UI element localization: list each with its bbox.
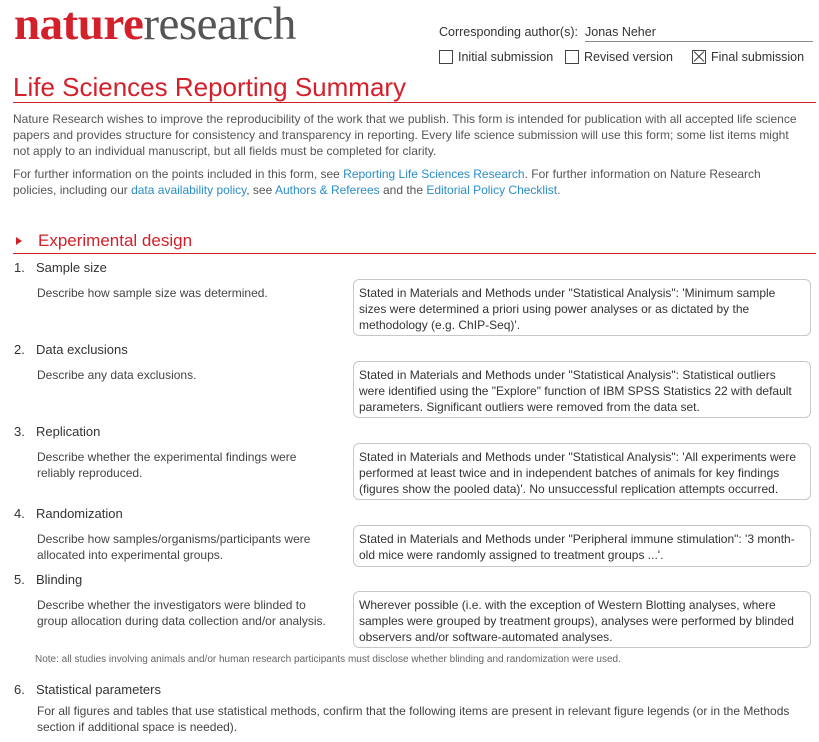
reporting-life-sciences-link[interactable]: Reporting Life Sciences Research <box>343 167 525 181</box>
data-availability-policy-link[interactable]: data availability policy <box>131 183 247 197</box>
answer-field-randomization[interactable]: Stated in Materials and Methods under "Peripheral immune stimulation": '3 month-old mice were randomly assigned to treatment groups ...'. <box>353 525 811 567</box>
section-divider <box>13 253 816 254</box>
revised-version-label: Revised version <box>584 50 673 64</box>
authors-referees-link[interactable]: Authors & Referees <box>274 183 380 197</box>
question-description: Describe any data exclusions. <box>37 368 197 382</box>
nature-research-logo: natureresearch <box>14 0 296 50</box>
page-title: Life Sciences Reporting Summary <box>13 72 407 102</box>
caret-right-icon <box>16 237 22 245</box>
corresponding-author <box>439 25 656 39</box>
question-heading-blinding: 5. Blinding <box>14 572 83 587</box>
answer-field-data-exclusions[interactable]: Stated in Materials and Methods under "Statistical Analysis": Statistical outliers were identified using the "Explore" function of IBM SPSS Statistics 22 with default parameters. Significant outliers were removed from the data set. <box>353 361 811 418</box>
statistical-parameters-description: For all figures and tables that use statistical methods, confirm that the following items are present in relevant figure legends (or in the Methods section if additional space is needed). <box>37 704 790 734</box>
question-heading-replication: 3. Replication <box>14 424 101 439</box>
question-heading-data-exclusions: 2. Data exclusions <box>14 342 128 357</box>
corresponding-author-label: Corresponding author(s): <box>439 25 578 39</box>
question-description: Describe whether the experimental findings were reliably reproduced. <box>37 450 297 480</box>
editorial-policy-checklist-link[interactable]: Editorial Policy Checklist <box>426 183 558 197</box>
question-heading-statistical-parameters: 6. Statistical parameters <box>14 682 161 697</box>
question-heading-randomization: 4. Randomization <box>14 506 123 521</box>
question-heading-sample-size: 1. Sample size <box>14 260 107 275</box>
further-info-paragraph: For further information on the points included in this form, see Reporting Life Sciences Research. For further information on Nature Research policies, including our data availability policy, see Authors & Referees and the Editorial Policy Checklist. <box>13 167 761 197</box>
intro-paragraph: Nature Research wishes to improve the reproducibility of the work that we publish. This form is intended for publication with all accepted life science papers and provides structure for consistency and transparency in reporting. Every life science submission will use this form; some list items might not apply to an individual manuscript, but all fields must be completed for clarity. <box>13 112 797 158</box>
question-description: Describe whether the investigators were blinded to group allocation during data collection and/or analysis. <box>37 598 326 628</box>
question-description: Describe how sample size was determined. <box>37 286 268 300</box>
checkbox-icon[interactable] <box>439 50 453 64</box>
title-divider <box>13 102 816 103</box>
revised-version-checkbox[interactable] <box>565 50 673 64</box>
initial-submission-checkbox[interactable] <box>439 50 553 64</box>
answer-field-sample-size[interactable]: Stated in Materials and Methods under "Statistical Analysis": 'Minimum sample sizes were determined a priori using power analyses or as dictated by the methodology (e.g. ChIP-Seq)'. <box>353 279 811 336</box>
checked-checkbox-icon[interactable] <box>692 50 706 64</box>
section-experimental-design[interactable] <box>14 231 192 251</box>
answer-field-blinding[interactable]: Wherever possible (i.e. with the exception of Western Blotting analyses, where samples were grouped by treatment groups), analyses were performed by blinded observers and/or software-automated analyses. <box>353 591 811 648</box>
initial-submission-label: Initial submission <box>458 50 554 64</box>
final-submission-checkbox[interactable] <box>692 50 804 64</box>
blinding-note: Note: all studies involving animals and/or human research participants must disclose whether blinding and randomization were used. <box>35 654 621 665</box>
section-title: Experimental design <box>38 231 193 250</box>
final-submission-label: Final submission <box>711 50 805 64</box>
corresponding-author-field[interactable]: Jonas Neher <box>585 25 813 42</box>
answer-field-replication[interactable]: Stated in Materials and Methods under "Statistical Analysis": 'All experiments were performed at least twice and in independent batches of animals for key findings (figures show the pooled data)'. No unsuccessful replication attempts occurred. <box>353 443 811 500</box>
checkbox-icon[interactable] <box>565 50 579 64</box>
question-description: Describe how samples/organisms/participants were allocated into experimental groups. <box>37 532 311 562</box>
